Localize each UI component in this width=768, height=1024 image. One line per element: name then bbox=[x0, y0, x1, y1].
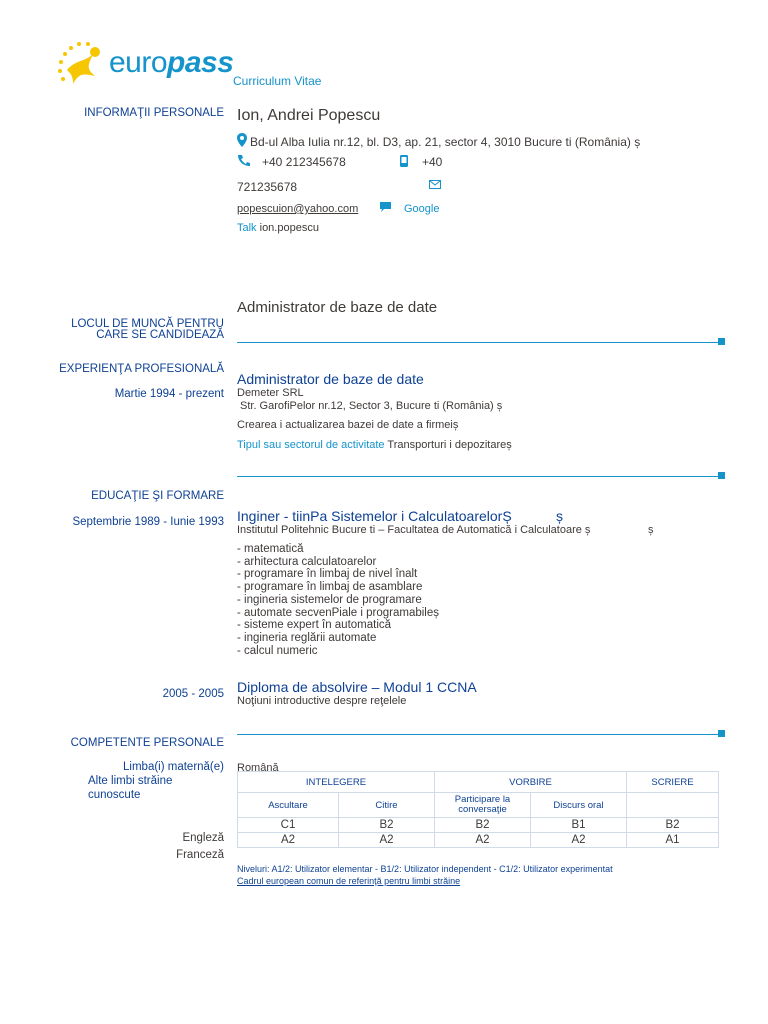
table-row bbox=[238, 818, 719, 833]
list-item: - arhitectura calculatoarelor bbox=[237, 555, 377, 568]
address: Bd-ul Alba Iulia nr.12, bl. D3, ap. 21, sector 4, 3010 Bucure ti (România) ș bbox=[250, 135, 641, 149]
education-date-2: 2005 - 2005 bbox=[162, 688, 224, 700]
subheader-writing bbox=[627, 793, 719, 818]
experience-address: Str. GarofiPelor nr.12, Sector 3, Bucure ti (România) ș bbox=[240, 400, 503, 412]
level-cell: B2 bbox=[435, 818, 531, 833]
list-item: - calcul numeric bbox=[237, 644, 318, 657]
list-item: - matematică bbox=[237, 543, 304, 555]
education-date-1: Septembrie 1989 - Iunie 1993 bbox=[72, 516, 224, 528]
mobile-phone-icon bbox=[400, 155, 408, 167]
level-cell: A2 bbox=[339, 833, 435, 848]
list-item: - programare în limbaj de asamblare bbox=[237, 581, 423, 594]
levels-note: Niveluri: A1/2: Utilizator elementar - B1/2: Utilizator independent - C1/2: Utilizator experimentat bbox=[237, 864, 613, 874]
full-name: Ion, Andrei Popescu bbox=[237, 107, 381, 124]
education-org-2: Noţiuni introductive despre reţelele bbox=[237, 695, 407, 707]
language-name-english: Engleză bbox=[182, 832, 224, 844]
level-cell: A2 bbox=[238, 833, 339, 848]
list-item: - programare în limbaj de nivel înalt bbox=[237, 568, 418, 581]
other-languages-label-line1: Alte limbi străine bbox=[88, 775, 173, 787]
europass-stars-figure-icon bbox=[55, 40, 115, 90]
level-cell: A1 bbox=[627, 833, 719, 848]
other-languages-label-line2: cunoscute bbox=[88, 789, 141, 801]
education-org-1: Institutul Politehnic Bucure ti – Facultatea de Automatică i Calculatoare ș bbox=[237, 524, 591, 536]
logo-text-euro: euro bbox=[109, 46, 168, 79]
email-link[interactable]: popescuion@yahoo.com bbox=[237, 203, 359, 215]
language-skills-table bbox=[237, 771, 719, 848]
language-name-french: Franceză bbox=[176, 849, 224, 861]
list-item: - ingineria reglării automate bbox=[237, 631, 377, 644]
skills-label: COMPETENTE PERSONALE bbox=[70, 737, 224, 749]
sector-label: Tipul sau sectorul de activitate bbox=[237, 439, 385, 451]
table-row bbox=[238, 833, 719, 848]
header-speaking: VORBIRE bbox=[435, 772, 627, 793]
education-title-1: Inginer - tiinPa Sistemelor i CalculatoarelorȘ bbox=[237, 508, 512, 524]
document-title: Curriculum Vitae bbox=[233, 74, 322, 88]
education-label: EDUCAŢIE ŞI FORMARE bbox=[91, 490, 224, 502]
education-org-1-extra: ș bbox=[648, 524, 654, 536]
level-cell: C1 bbox=[238, 818, 339, 833]
subheader-oral: Discurs oral bbox=[531, 793, 627, 818]
job-applied-label-line1: LOCUL DE MUNCĂ PENTRU bbox=[71, 318, 224, 330]
email-icon bbox=[429, 180, 441, 189]
education-title-2: Diploma de absolvire – Modul 1 CCNA bbox=[237, 679, 477, 695]
job-applied-value: Administrator de baze de date bbox=[237, 299, 438, 316]
list-item: - automate secvenPiale i programabileș bbox=[237, 606, 439, 619]
job-applied-label-line2: CARE SE CANDIDEAZĂ bbox=[96, 329, 224, 341]
subheader-reading: Citire bbox=[339, 793, 435, 818]
section-divider bbox=[237, 342, 719, 343]
experience-description: Crearea i actualizarea bazei de date a firmeiș bbox=[237, 419, 459, 431]
mobile-prefix[interactable]: +40 bbox=[422, 155, 443, 169]
education-title-1-extra: ș bbox=[556, 508, 563, 524]
section-divider bbox=[237, 476, 719, 477]
chat-icon bbox=[379, 201, 392, 213]
phone-number[interactable]: +40 212345678 bbox=[262, 155, 346, 169]
level-cell: A2 bbox=[435, 833, 531, 848]
level-cell: B1 bbox=[531, 818, 627, 833]
experience-date: Martie 1994 - prezent bbox=[114, 388, 224, 400]
experience-label: EXPERIENŢA PROFESIONALĂ bbox=[59, 363, 224, 375]
phone-icon bbox=[237, 154, 251, 166]
list-item: - sisteme expert în automatică bbox=[237, 619, 392, 632]
mother-tongue-label: Limba(i) maternă(e) bbox=[123, 761, 224, 773]
education-subject-list bbox=[237, 543, 439, 657]
mobile-number[interactable]: 721235678 bbox=[237, 180, 298, 194]
level-cell: B2 bbox=[627, 818, 719, 833]
experience-employer: Demeter SRL bbox=[237, 387, 304, 399]
personal-info-label: INFORMAŢII PERSONALE bbox=[84, 107, 224, 119]
subheader-conversation: Participare la conversaţie bbox=[435, 793, 531, 818]
level-cell: A2 bbox=[531, 833, 627, 848]
im-username: ion.popescu bbox=[259, 222, 319, 234]
header-understanding: INTELEGERE bbox=[238, 772, 435, 793]
experience-title: Administrator de baze de date bbox=[237, 371, 424, 387]
header-writing: SCRIERE bbox=[627, 772, 719, 793]
list-item: - ingineria sistemelor de programare bbox=[237, 593, 422, 606]
framework-link[interactable]: Cadrul european comun de referinţă pentru limbi străine bbox=[237, 876, 461, 886]
level-cell: B2 bbox=[339, 818, 435, 833]
other-languages-label bbox=[88, 774, 172, 802]
mother-tongue-value: Română bbox=[237, 762, 279, 774]
section-divider bbox=[237, 734, 719, 735]
europass-logo bbox=[55, 40, 234, 90]
im-service-label-2: Talk bbox=[237, 222, 257, 234]
location-pin-icon bbox=[237, 133, 247, 147]
im-service-label-1: Google bbox=[404, 203, 440, 215]
logo-text-pass: pass bbox=[167, 46, 234, 79]
subheader-listening: Ascultare bbox=[238, 793, 339, 818]
sector-value: Transporturi i depozitareș bbox=[387, 439, 512, 451]
